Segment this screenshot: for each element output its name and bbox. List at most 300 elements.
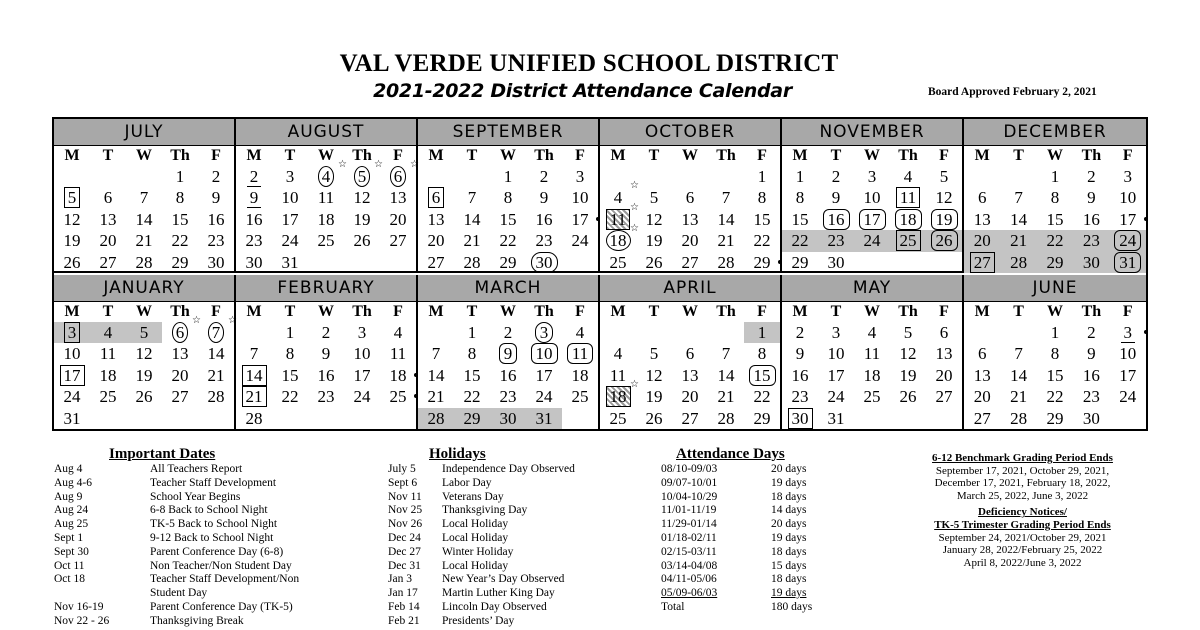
day-cell: 10 [353, 344, 371, 364]
empty-cell [308, 252, 344, 273]
day-cell: 25 [863, 387, 881, 407]
weekday-header: Th [1081, 303, 1102, 320]
holiday [388, 463, 658, 477]
attendance-period-date: 05/09-06/03 [661, 587, 718, 600]
deficiency-line: September 24, 2021/October 29, 2021 [938, 531, 1107, 544]
day-cell: 27 [935, 387, 953, 407]
day-cell: 22 [1037, 230, 1073, 251]
day-cell: 30 [1073, 252, 1109, 273]
day-grid [418, 146, 598, 273]
day-cell: 9 [1087, 188, 1096, 208]
weekday-header: F [757, 303, 767, 320]
attendance-period [661, 573, 901, 587]
day-cell: 1 [503, 167, 513, 186]
day-cell: 4 [90, 322, 126, 343]
attendance-period-text: 19 days [771, 531, 807, 544]
weekday-header: Th [352, 303, 372, 320]
day-cell: 8 [757, 188, 767, 208]
important-date-date: Oct 11 [54, 559, 85, 572]
attendance-period-text: 14 days [771, 504, 807, 517]
day-cell: 6 [418, 187, 454, 208]
important-date-text: Student Day [150, 587, 208, 600]
day-cell: 27 [681, 252, 699, 272]
day-cell: 26 [645, 252, 663, 272]
day-cell: 14 [1010, 365, 1028, 385]
attendance-period-text: 20 days [771, 463, 807, 475]
day-grid [782, 146, 962, 273]
day-cell: 15 [171, 209, 189, 229]
day-cell: 1 [285, 323, 295, 342]
weekday-header: W [318, 147, 334, 164]
day-cell: 4 [867, 323, 877, 342]
empty-cell [380, 408, 416, 429]
day-cell: 10 [863, 188, 881, 208]
month-name: JUNE [964, 275, 1146, 302]
holiday [388, 587, 658, 601]
holiday-text: Thanksgiving Day [442, 504, 528, 517]
holiday [388, 546, 658, 560]
trimester-title: TK-5 Trimester Grading Period Ends [934, 518, 1111, 531]
day-grid [782, 302, 962, 429]
day-cell: 31 [827, 408, 845, 428]
day-cell: 14 [717, 365, 735, 385]
day-cell: 18 [571, 365, 589, 385]
day-cell: 11 [562, 343, 598, 364]
day-cell: 27 [427, 252, 445, 272]
day-cell: 13 [935, 344, 953, 364]
day-cell: 7 [1014, 188, 1023, 208]
holiday-date: Feb 14 [388, 600, 420, 613]
empty-cell [672, 322, 708, 343]
day-cell: 12 [135, 344, 153, 364]
day-cell: 2 [211, 167, 221, 186]
month-january [54, 275, 236, 429]
holiday-date: Jan 3 [388, 573, 412, 586]
weekday-header: T [102, 303, 114, 320]
day-cell: 10 [281, 188, 299, 208]
day-cell: 24 [854, 230, 890, 251]
empty-cell [126, 408, 162, 429]
attendance-period-text: 180 days [771, 600, 813, 613]
day-cell: 2 [795, 323, 805, 342]
day-cell: 3 [285, 167, 295, 186]
day-cell: 22 [463, 387, 481, 407]
day-cell: 8 [467, 344, 477, 364]
weekday-header: F [575, 147, 585, 164]
holiday [388, 491, 658, 505]
day-cell: 18 [99, 365, 117, 385]
weekday-header: M [974, 303, 990, 320]
month-september [418, 119, 600, 273]
empty-cell [926, 252, 962, 273]
day-cell: 4 [613, 344, 623, 364]
day-cell: 22 [171, 231, 189, 251]
day-cell: 24 [63, 387, 81, 407]
day-cell: 26 [899, 387, 917, 407]
day-cell: 31 [63, 408, 81, 428]
day-cell: 23 [499, 387, 517, 407]
holiday [388, 518, 658, 532]
day-cell: 19 [926, 209, 962, 230]
day-cell: 24 [1110, 230, 1146, 251]
day-cell: 3 [867, 167, 877, 186]
day-cell: 17 [854, 209, 890, 230]
empty-cell [162, 408, 198, 429]
day-cell: 8 [757, 344, 767, 364]
day-cell: 28 [1000, 252, 1036, 273]
day-cell: 28 [207, 387, 225, 407]
day-cell: 23 [1073, 230, 1109, 251]
weekday-header: F [939, 147, 949, 164]
day-cell: 23 [818, 230, 854, 251]
month-february [236, 275, 418, 429]
day-cell: 9 [490, 343, 526, 364]
weekday-header: M [64, 147, 80, 164]
weekday-header: F [211, 147, 221, 164]
day-grid [964, 146, 1146, 273]
day-cell: 15 [281, 365, 299, 385]
day-cell: 2 [236, 166, 272, 187]
important-date [54, 518, 384, 532]
attendance-period [661, 532, 901, 546]
day-cell: 1 [795, 167, 805, 186]
day-cell: 18 ☆ [600, 386, 636, 407]
weekday-header: Th [716, 303, 736, 320]
day-cell: 2 [1087, 323, 1096, 342]
day-cell: 21 [207, 365, 225, 385]
weekday-header: T [830, 303, 842, 320]
day-cell: 10 [571, 188, 589, 208]
day-cell: 13 [973, 209, 991, 229]
empty-cell [636, 322, 672, 343]
weekday-header: W [318, 303, 334, 320]
weekday-header: W [1046, 303, 1063, 320]
day-cell: 30 [207, 252, 225, 272]
weekday-header: W [1046, 147, 1063, 164]
day-cell: 5 [126, 322, 162, 343]
day-cell: 15 [463, 365, 481, 385]
attendance-period [661, 546, 901, 560]
month-march [418, 275, 600, 429]
day-cell: 17 [1119, 365, 1137, 385]
important-date-text: 9-12 Back to School Night [150, 531, 274, 544]
empty-cell [708, 322, 744, 343]
weekday-header: Th [1081, 147, 1102, 164]
important-date [54, 463, 384, 477]
day-cell: 29 [454, 408, 490, 429]
month-november [782, 119, 964, 273]
day-cell: 9 [1087, 344, 1096, 364]
day-cell: 22 [281, 387, 299, 407]
holiday-text: Lincoln Day Observed [442, 600, 547, 613]
holiday-date: Sept 6 [388, 476, 418, 489]
important-date-date: Nov 16-19 [54, 600, 104, 613]
month-name: OCTOBER [600, 119, 780, 146]
day-cell: 20 [973, 387, 991, 407]
holiday-text: Local Holiday [442, 518, 509, 531]
day-cell: 20 [964, 230, 1000, 251]
month-name: DECEMBER [964, 119, 1146, 146]
holiday [388, 601, 658, 615]
important-date [54, 504, 384, 518]
attendance-period-date: 11/01-11/19 [661, 504, 717, 517]
attendance-period [661, 463, 901, 477]
day-grid [600, 302, 780, 429]
day-cell: 6 [685, 344, 695, 364]
weekday-header: Th [352, 147, 372, 164]
day-cell: 29 [1046, 408, 1064, 428]
important-date-text: Teacher Staff Development/Non [150, 573, 300, 586]
day-cell: 8 [1050, 188, 1060, 208]
day-cell: 24 [1119, 387, 1137, 407]
holiday-date: July 5 [388, 463, 416, 475]
day-cell: 15 [791, 209, 809, 229]
day-cell: 10 [1119, 188, 1137, 208]
attendance-period [661, 518, 901, 532]
day-cell: 23 [317, 387, 335, 407]
day-cell: 14 [135, 209, 153, 229]
month-name: JULY [54, 119, 234, 146]
attendance-period-date: 03/14-04/08 [661, 559, 718, 572]
day-cell: 13 [681, 209, 699, 229]
day-cell: 9 [321, 344, 331, 364]
day-cell: 13 [973, 365, 991, 385]
weekday-header: Th [170, 147, 190, 164]
day-cell: 20 [681, 231, 699, 251]
empty-cell [344, 252, 380, 273]
weekday-header: M [792, 303, 808, 320]
weekday-header: M [64, 303, 80, 320]
day-cell: 22 [753, 231, 771, 251]
day-cell: 17 [535, 365, 553, 385]
month-august [236, 119, 418, 273]
day-cell: 12 [935, 188, 953, 208]
day-grid [236, 146, 416, 273]
day-cell: 21 [1010, 387, 1028, 407]
day-cell: 15 [1046, 209, 1064, 229]
weekday-header: M [610, 147, 626, 164]
day-cell: 22 [753, 387, 771, 407]
day-cell: 17 [54, 365, 90, 386]
important-date-date [54, 587, 150, 601]
day-cell: 3 [575, 167, 585, 186]
empty-cell [964, 166, 1000, 187]
day-grid [964, 302, 1146, 429]
deficiency-title: Deficiency Notices/ [978, 506, 1067, 519]
day-cell: 12 [63, 209, 81, 229]
day-cell: 4 ☆ [600, 187, 636, 208]
important-date-date: Aug 4-6 [54, 476, 93, 489]
weekday-header: M [428, 303, 444, 320]
day-cell: 7 [721, 344, 731, 364]
district-title: VAL VERDE UNIFIED SCHOOL DISTRICT [339, 50, 839, 77]
month-april [600, 275, 782, 429]
attendance-period-date: Total [661, 600, 685, 613]
day-cell: 16 [1082, 365, 1100, 385]
important-date [54, 615, 384, 629]
weekday-header: T [284, 147, 296, 164]
holiday [388, 477, 658, 491]
day-cell: 18 ☆ [600, 230, 636, 251]
day-cell: 11 [609, 365, 627, 385]
day-cell: 11 [99, 344, 117, 364]
day-cell: 25 [571, 387, 589, 407]
benchmark-line: December 17, 2021, February 18, 2022, [934, 477, 1111, 490]
attendance-period-text: 18 days [771, 545, 807, 558]
day-cell: 8 [1050, 344, 1060, 364]
important-date-date: Aug 4 [54, 463, 83, 475]
day-cell: 19 [899, 365, 917, 385]
holiday-text: Martin Luther King Day [442, 587, 555, 600]
day-cell: 6 ☆ [380, 166, 416, 187]
day-cell: 16 [245, 209, 263, 229]
holiday-date: Feb 21 [388, 614, 420, 627]
day-cell: 23 [1082, 387, 1100, 407]
day-cell: 27 [964, 252, 1000, 273]
attendance-period-text: 20 days [771, 518, 807, 531]
day-cell: 20 [427, 231, 445, 251]
empty-cell [454, 166, 490, 187]
holiday [388, 573, 658, 587]
weekday-header: T [466, 303, 478, 320]
attendance-period [661, 560, 901, 574]
holiday-date: Nov 25 [388, 504, 423, 517]
weekday-header: Th [170, 303, 190, 320]
important-date [54, 477, 384, 491]
day-cell: 25 [99, 387, 117, 407]
day-cell: 16 [207, 209, 225, 229]
holiday-date: Dec 24 [388, 531, 421, 544]
weekday-header: F [1122, 303, 1133, 320]
day-cell: 18 [890, 209, 926, 230]
important-dates-section [54, 446, 384, 629]
month-name: JANUARY [54, 275, 234, 302]
holiday-text: Independence Day Observed [442, 463, 575, 475]
weekday-header: W [864, 303, 880, 320]
holiday-date: Jan 17 [388, 587, 418, 600]
holiday [388, 615, 658, 629]
day-cell: 13 [99, 209, 117, 229]
day-grid [236, 302, 416, 429]
attendance-period-text: 18 days [771, 490, 807, 503]
benchmark-title: 6-12 Benchmark Grading Period Ends [932, 452, 1113, 464]
day-cell: 21 [1000, 230, 1036, 251]
month-name: APRIL [600, 275, 780, 302]
attendance-period-text: 19 days [771, 587, 807, 600]
day-cell: 21 [463, 231, 481, 251]
day-cell: 14 [717, 209, 735, 229]
day-cell: 28 [463, 252, 481, 272]
day-cell: 19 [645, 387, 663, 407]
important-date [54, 601, 384, 615]
month-july [54, 119, 236, 273]
day-cell: 18 [380, 365, 416, 386]
day-cell: 6 [103, 188, 113, 208]
day-cell: 4 [575, 323, 585, 342]
attendance-period-date: 08/10-09/03 [661, 463, 718, 475]
holiday-text: Winter Holiday [442, 545, 514, 558]
weekday-header: Th [898, 303, 918, 320]
attendance-period [661, 477, 901, 491]
day-cell: 11 [317, 188, 335, 208]
day-cell: 6 [977, 344, 987, 364]
day-cell: 20 [171, 365, 189, 385]
day-cell: 22 [782, 230, 818, 251]
day-cell: 7 [431, 344, 441, 364]
day-cell: 23 [535, 231, 553, 251]
day-cell: 11 [389, 344, 407, 364]
weekday-header: T [648, 147, 660, 164]
day-cell: 26 [63, 252, 81, 272]
holiday-text: Local Holiday [442, 531, 509, 544]
empty-cell [418, 322, 454, 343]
day-cell: 2 [831, 167, 841, 186]
day-cell: 9 [236, 187, 272, 208]
day-cell: 27 [389, 231, 407, 251]
day-cell: 11 [890, 187, 926, 208]
weekday-header: T [1013, 147, 1024, 164]
grading-periods-section [905, 452, 1140, 569]
day-cell: 24 [353, 387, 371, 407]
holiday-date: Dec 27 [388, 545, 421, 558]
weekday-header: M [246, 147, 262, 164]
day-cell: 1 [757, 167, 767, 186]
day-cell: 11 ☆ [600, 209, 636, 230]
month-name: MARCH [418, 275, 598, 302]
important-date [54, 546, 384, 560]
day-cell: 11 [863, 344, 881, 364]
weekday-header: Th [534, 147, 554, 164]
day-cell: 16 [499, 365, 517, 385]
day-cell: 1 [744, 322, 780, 343]
day-cell: 21 [427, 387, 445, 407]
day-cell: 14 [427, 365, 445, 385]
day-cell: 5 [939, 167, 949, 186]
weekday-header: W [136, 147, 152, 164]
important-date-text: 6-8 Back to School Night [150, 504, 268, 517]
day-cell: 13 [389, 188, 407, 208]
weekday-header: W [682, 303, 698, 320]
day-cell: 28 [245, 408, 263, 428]
day-cell: 7 [139, 188, 149, 208]
weekday-header: Th [534, 303, 554, 320]
day-cell: 22 [1046, 387, 1064, 407]
attendance-period-date: 04/11-05/06 [661, 573, 717, 586]
attendance-period-date: 09/07-10/01 [661, 476, 718, 489]
day-cell: 29 [753, 408, 771, 428]
weekday-header: M [428, 147, 444, 164]
day-cell: 6 ☆ [162, 322, 198, 343]
day-cell: 22 [499, 231, 517, 251]
day-cell: 31 [526, 408, 562, 429]
empty-cell [600, 322, 636, 343]
weekday-header: M [974, 147, 990, 164]
day-cell: 2 [1087, 167, 1096, 186]
day-cell: 23 [791, 387, 809, 407]
month-name: NOVEMBER [782, 119, 962, 146]
important-date-date: Sept 1 [54, 531, 84, 544]
empty-cell [54, 166, 90, 187]
empty-cell [890, 252, 926, 273]
empty-cell [198, 408, 234, 429]
day-cell: 2 [321, 323, 331, 342]
day-cell: 17 [1110, 209, 1146, 230]
weekday-header: T [466, 147, 478, 164]
benchmark-line: March 25, 2022, June 3, 2022 [956, 489, 1089, 502]
day-cell: 21 [236, 386, 272, 407]
important-date-date: Aug 24 [54, 504, 89, 517]
empty-cell [90, 408, 126, 429]
